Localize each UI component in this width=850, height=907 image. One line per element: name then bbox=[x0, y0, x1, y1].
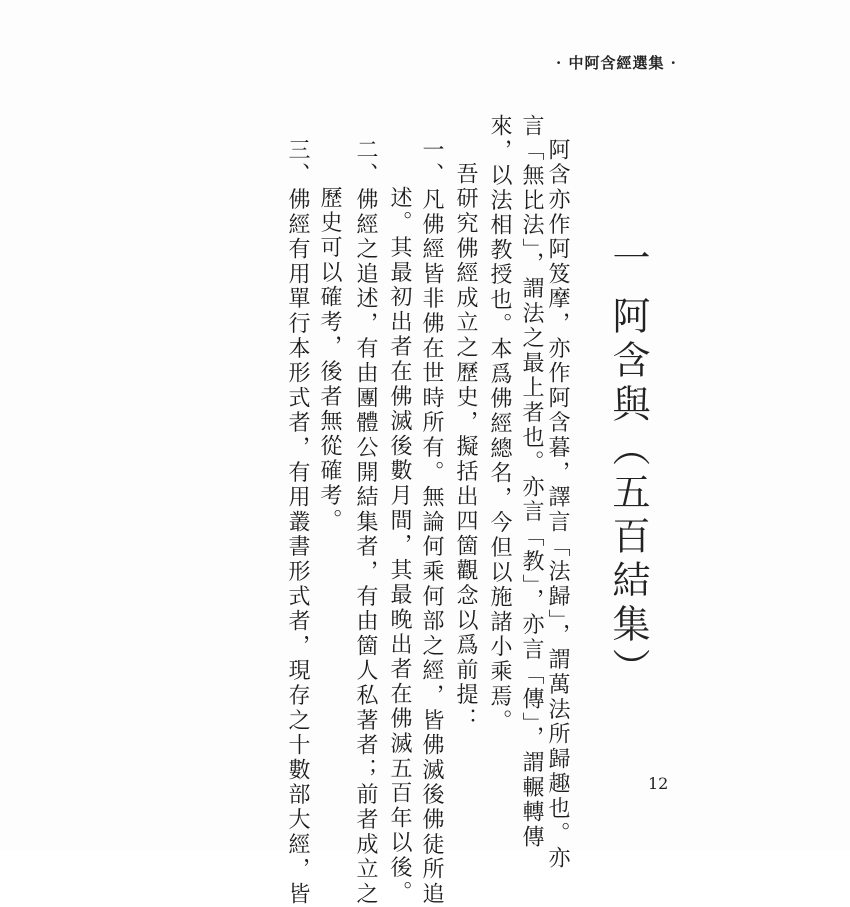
list-item-2-continued: 歷史可以確考，後者無從確考。 bbox=[317, 186, 342, 534]
running-title: · 中阿含經選集 · bbox=[556, 54, 677, 72]
page-number: 12 bbox=[648, 774, 669, 793]
body-column-4: 吾研究佛經成立之歷史，擬括出四箇觀念以爲前提： bbox=[453, 162, 478, 733]
list-item-1: 一、凡佛經皆非佛在世時所有。無論何乘何部之經，皆佛滅後佛徒所追 bbox=[419, 138, 444, 907]
body-column-3: 來，以法相教授也。本爲佛經總名，今但以施諸小乘焉。 bbox=[487, 114, 512, 734]
list-item-1-continued: 述。其最初出者在佛滅後數月間，其最晚出者在佛滅五百年以後。 bbox=[387, 186, 412, 906]
chapter-title: 阿含與（五百結集） bbox=[606, 296, 650, 692]
body-column-2: 言「無比法」，謂法之最上者也。亦言「教」，亦言「傳」，謂輾轉傳 bbox=[519, 114, 544, 850]
list-item-3: 三、佛經有用單行本形式者，有用叢書形式者，現存之十數部大經，皆 bbox=[285, 138, 310, 907]
list-item-2: 二、佛經之追述，有由團體公開結集者，有由箇人私著者；前者成立之 bbox=[353, 138, 378, 907]
chapter-number: 一 bbox=[606, 238, 650, 282]
body-column-1: 阿含亦作阿笈摩，亦作阿含暮，譯言「法歸」，謂萬法所歸趣也。亦 bbox=[545, 138, 570, 871]
